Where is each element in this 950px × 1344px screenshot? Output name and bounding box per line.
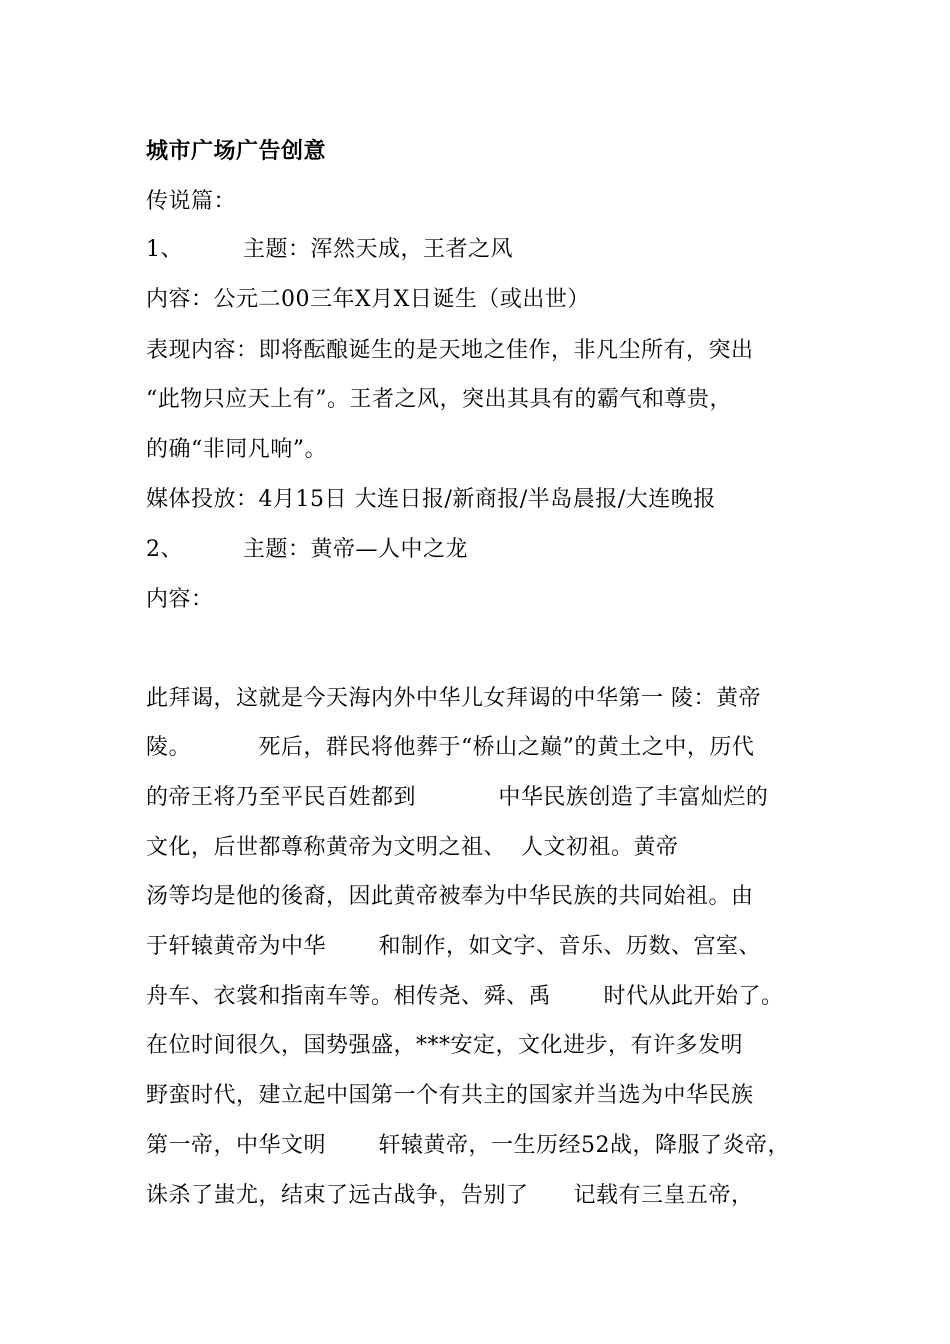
body-paragraph-line: 文化，后世都尊称黄帝为文明之祖、 人文初祖。黄帝 [146, 835, 679, 860]
body-paragraph-line: 第一帝，中华文明 轩辕黄帝，一生历经52战，降服了炎帝， [146, 1133, 790, 1158]
body-paragraph-line: 野蛮时代，建立起中国第一个有共主的国家并当选为中华民族 [146, 1083, 754, 1108]
body-paragraph-line: 陵。 死后，群民将他葬于“桥山之巅”的黄土之中，历代 [146, 735, 755, 760]
item-1-theme: 1、 主题：浑然天成，王者之风 [146, 237, 513, 262]
body-paragraph-line: 此拜谒，这就是今天海内外中华儿女拜谒的中华第一 陵：黄帝 [146, 686, 761, 711]
item-1-expression-line-3: 的确“非同凡响”。 [146, 437, 327, 462]
body-paragraph-line: 汤等均是他的後裔，因此黄帝被奉为中华民族的共同始祖。由 [146, 884, 754, 909]
body-paragraph-line: 的帝王将乃至平民百姓都到 中华民族创造了丰富灿烂的 [146, 785, 769, 810]
item-1-content: 内容：公元二00三年X月X日诞生（或出世） [146, 287, 590, 312]
section-heading: 传说篇： [146, 189, 237, 214]
body-paragraph-line: 舟车、衣裳和指南车等。相传尧、舜、禹 时代从此开始了。 [146, 984, 784, 1009]
item-1-media: 媒体投放：4月15日 大连日报/新商报/半岛晨报/大连晚报 [146, 487, 716, 512]
document-title: 城市广场广告创意 [146, 139, 327, 164]
item-2-content-label: 内容： [146, 587, 214, 612]
body-paragraph-line: 诛杀了蚩尤，结束了远古战争，告别了 记载有三皇五帝， [146, 1183, 754, 1208]
item-2-theme: 2、 主题：黄帝—人中之龙 [146, 537, 468, 562]
body-paragraph-line: 于轩辕黄帝为中华 和制作，如文字、音乐、历数、宫室、 [146, 934, 761, 959]
body-paragraph-line: 在位时间很久，国势强盛，***安定，文化进步，有许多发明 [146, 1033, 744, 1058]
item-1-expression-line-1: 表现内容：即将酝酿诞生的是天地之佳作，非凡尘所有，突出 [146, 338, 754, 363]
item-1-expression-line-2: “此物只应天上有”。王者之风，突出其具有的霸气和尊贵， [146, 387, 732, 412]
